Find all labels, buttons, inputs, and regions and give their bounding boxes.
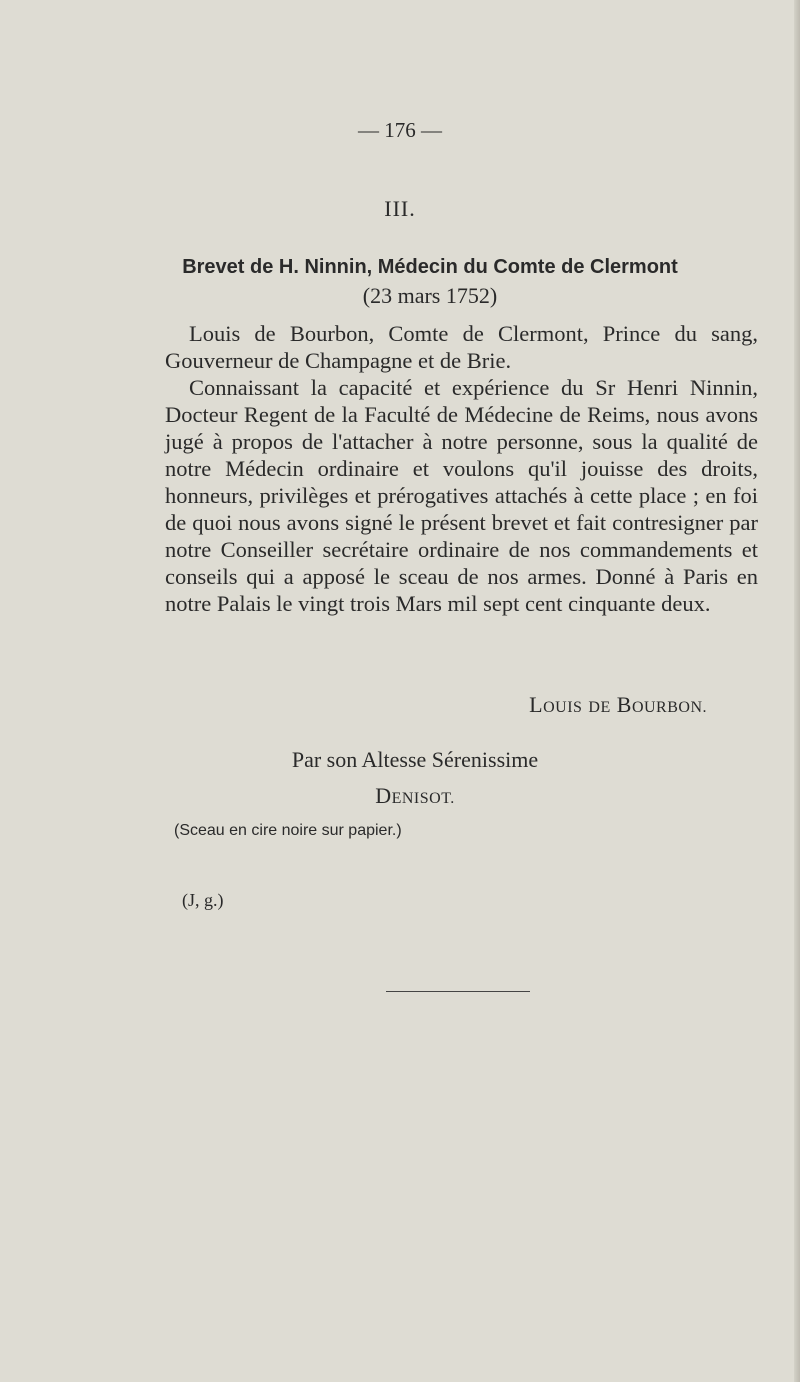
- section-number: III.: [384, 196, 416, 221]
- paragraph-main: Connaissant la capacité et expérience du Sr Henri Ninnin, Docteur Regent de la Faculté de Médecine de Reims, nous avons jugé à propos de l'attacher à notre personne, sous la qualité de notre Médecin ordinaire et voulons qu'il jouisse des droits, honneurs, privilèges et prérogatives attachés à cette place ; en foi de quoi nous avons signé le présent brevet et fait contresigner par notre Conseiller secrétaire ordinaire de nos commandements et conseils qui a apposé le sceau de nos armes. Donné à Paris en notre Palais le vingt trois Mars mil sept cent cinquante deux.: [165, 375, 758, 616]
- sig-initial: L: [529, 692, 544, 717]
- body-text: [165, 320, 758, 617]
- sig-last-rest: OURBON.: [631, 699, 707, 716]
- signature-louis-de-bourbon: [529, 692, 707, 718]
- sig-rest: OUIS: [543, 699, 583, 716]
- countersign-rest: ENISOT.: [391, 790, 455, 807]
- sig-last-initial: B: [616, 692, 632, 717]
- page-number: — 176 —: [358, 118, 442, 142]
- countersign-initial: D: [375, 783, 392, 808]
- sig-particle: DE: [588, 699, 611, 716]
- document-date: (23 mars 1752): [362, 283, 498, 308]
- document-title: Brevet de H. Ninnin, Médecin du Comte de Clermont: [182, 256, 678, 278]
- reference-note: (J, g.): [182, 890, 224, 910]
- end-rule: [386, 991, 530, 992]
- countersign-denisot: [0, 783, 800, 809]
- countersign-intro: Par son Altesse Sérenissime: [291, 747, 539, 772]
- paragraph-intro: Louis de Bourbon, Comte de Clermont, Prince du sang, Gouverneur de Champagne et de Brie.: [165, 321, 758, 373]
- seal-note: (Sceau en cire noire sur papier.): [174, 822, 402, 839]
